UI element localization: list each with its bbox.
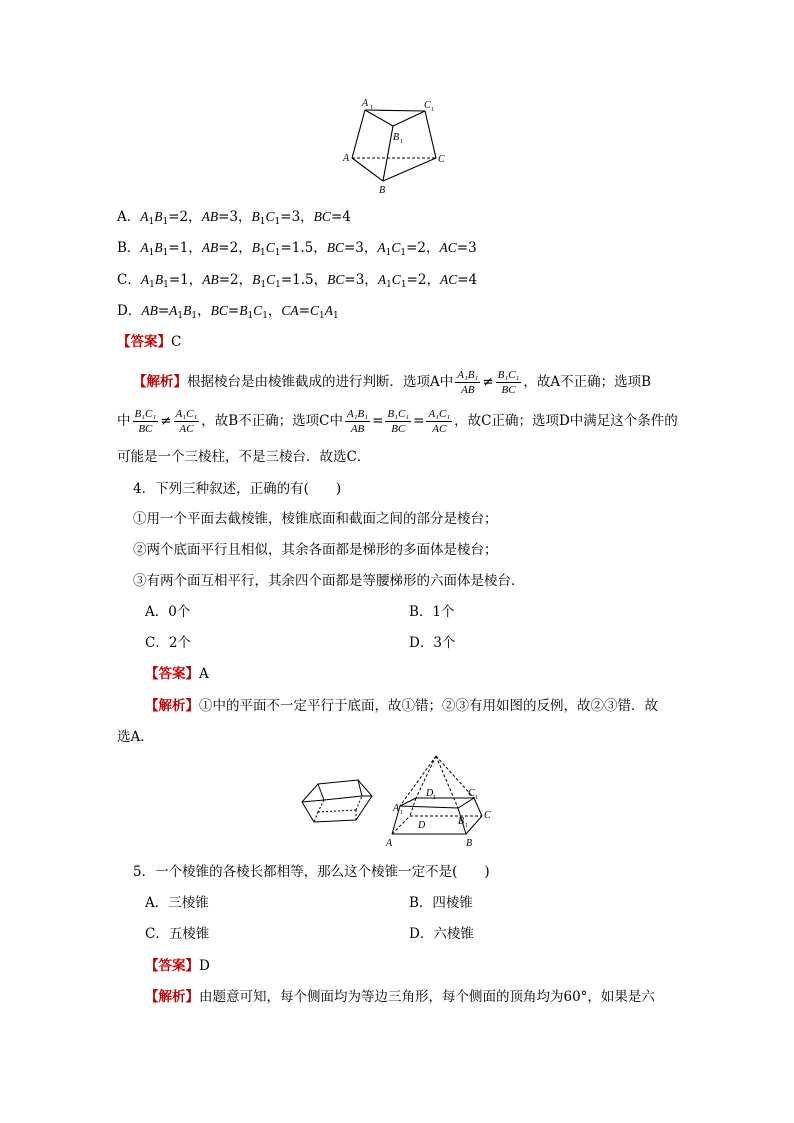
q4-statement-2: ②两个底面平行且相似，其余各面都是梯形的多面体是棱台；	[133, 542, 498, 558]
q3-option-d: D．$AB=A_1B_1$，$BC=B_1C_1$，$CA=C_1A_1$	[117, 303, 339, 321]
q4-option-c: C．2个	[145, 635, 191, 651]
q4-answer: 【答案】A	[145, 666, 209, 682]
frustum-figure	[340, 96, 460, 196]
q3-answer: 【答案】C	[117, 334, 182, 350]
svg-text:1: 1	[431, 107, 434, 113]
q5-stem: 5．一个棱锥的各棱长都相等，那么这个棱锥一定不是( )	[133, 864, 490, 880]
q4-analysis-line1: 【解析】①中的平面不一定平行于底面，故①错；②③有用如图的反例，故②③错．故	[145, 698, 658, 714]
q3-analysis-line3: 可能是一个三棱柱，不是三棱台．故选C．	[117, 449, 371, 465]
svg-text:1: 1	[433, 795, 436, 801]
q5-option-d: D．六棱锥	[409, 926, 474, 942]
q3-option-a: A．$A_1B_1=2$，AB=3，$B_1C_1=3$，BC=4	[117, 209, 351, 227]
label-a: A	[343, 153, 350, 164]
label-d: D	[418, 820, 426, 831]
q4-statement-1: ①用一个平面去截棱锥，棱锥底面和截面之间的部分是棱台；	[133, 511, 498, 527]
svg-text:1: 1	[370, 105, 373, 111]
q4-option-d: D．3个	[409, 635, 456, 651]
label-a: A	[386, 838, 393, 849]
q3-analysis-line1: 【解析】根据棱台是由棱锥截成的进行判断．选项A中 $\frac{\text{A₁B₁}}{AB}$ ≠ $\frac{\text{B₁C₁}}{BC}$ ，故A不正确；选项B	[133, 369, 652, 396]
q5-analysis-line1: 【解析】由题意可知，每个侧面均为等边三角形，每个侧面的顶角均为60°，如果是六	[145, 989, 655, 1005]
svg-text:1: 1	[400, 810, 403, 816]
q4-stem: 4．下列三种叙述，正确的有( )	[133, 481, 342, 497]
q3-option-c: C．$A_1B_1=1$，AB=2，$B_1C_1=1.5$，BC=3，$A_1C_1=2$，AC=4	[117, 272, 478, 290]
q5-answer: 【答案】D	[145, 958, 210, 974]
svg-text:1: 1	[475, 795, 478, 801]
counterexample-figure	[298, 754, 498, 850]
q5-option-c: C．五棱锥	[145, 926, 210, 942]
q5-option-a: A．三棱锥	[145, 895, 209, 911]
label-c: C	[438, 154, 445, 165]
label-a1: A	[362, 98, 369, 109]
label-a1: A	[393, 803, 400, 814]
q4-option-b: B．1个	[409, 604, 455, 620]
q4-statement-3: ③有两个面互相平行，其余四个面都是等腰梯形的六面体是棱台．	[133, 573, 525, 589]
q3-option-b: B．$A_1B_1=1$，AB=2，$B_1C_1=1.5$，BC=3，$A_1C_1=2$，AC=3	[117, 240, 477, 258]
label-c1: C	[424, 100, 431, 111]
svg-text:1: 1	[465, 823, 468, 829]
label-b1: B	[393, 132, 400, 143]
q4-option-a: A．0个	[145, 604, 191, 620]
q4-analysis-line2: 选A．	[117, 729, 154, 745]
q5-option-b: B．四棱锥	[409, 895, 473, 911]
label-d1: D	[426, 788, 434, 799]
label-b: B	[466, 838, 473, 849]
label-b: B	[379, 185, 386, 196]
label-c1: C	[468, 788, 475, 799]
label-c: C	[484, 810, 491, 821]
q3-analysis-line2: 中 $\frac{\text{B₁C₁}}{BC}$ ≠ $\frac{\text{A₁C₁}}{AC}$ ，故B不正确；选项C中 $\frac{\text{A₁B₁}}{AB}$ = $\frac{\text{B₁C₁}}{BC}$ = $\frac{\text{A₁C₁}}{AC}$ ，故C正确；选项D中满足这个条件的	[117, 408, 678, 435]
label-b1: B	[458, 816, 465, 827]
svg-text:1: 1	[400, 139, 403, 145]
